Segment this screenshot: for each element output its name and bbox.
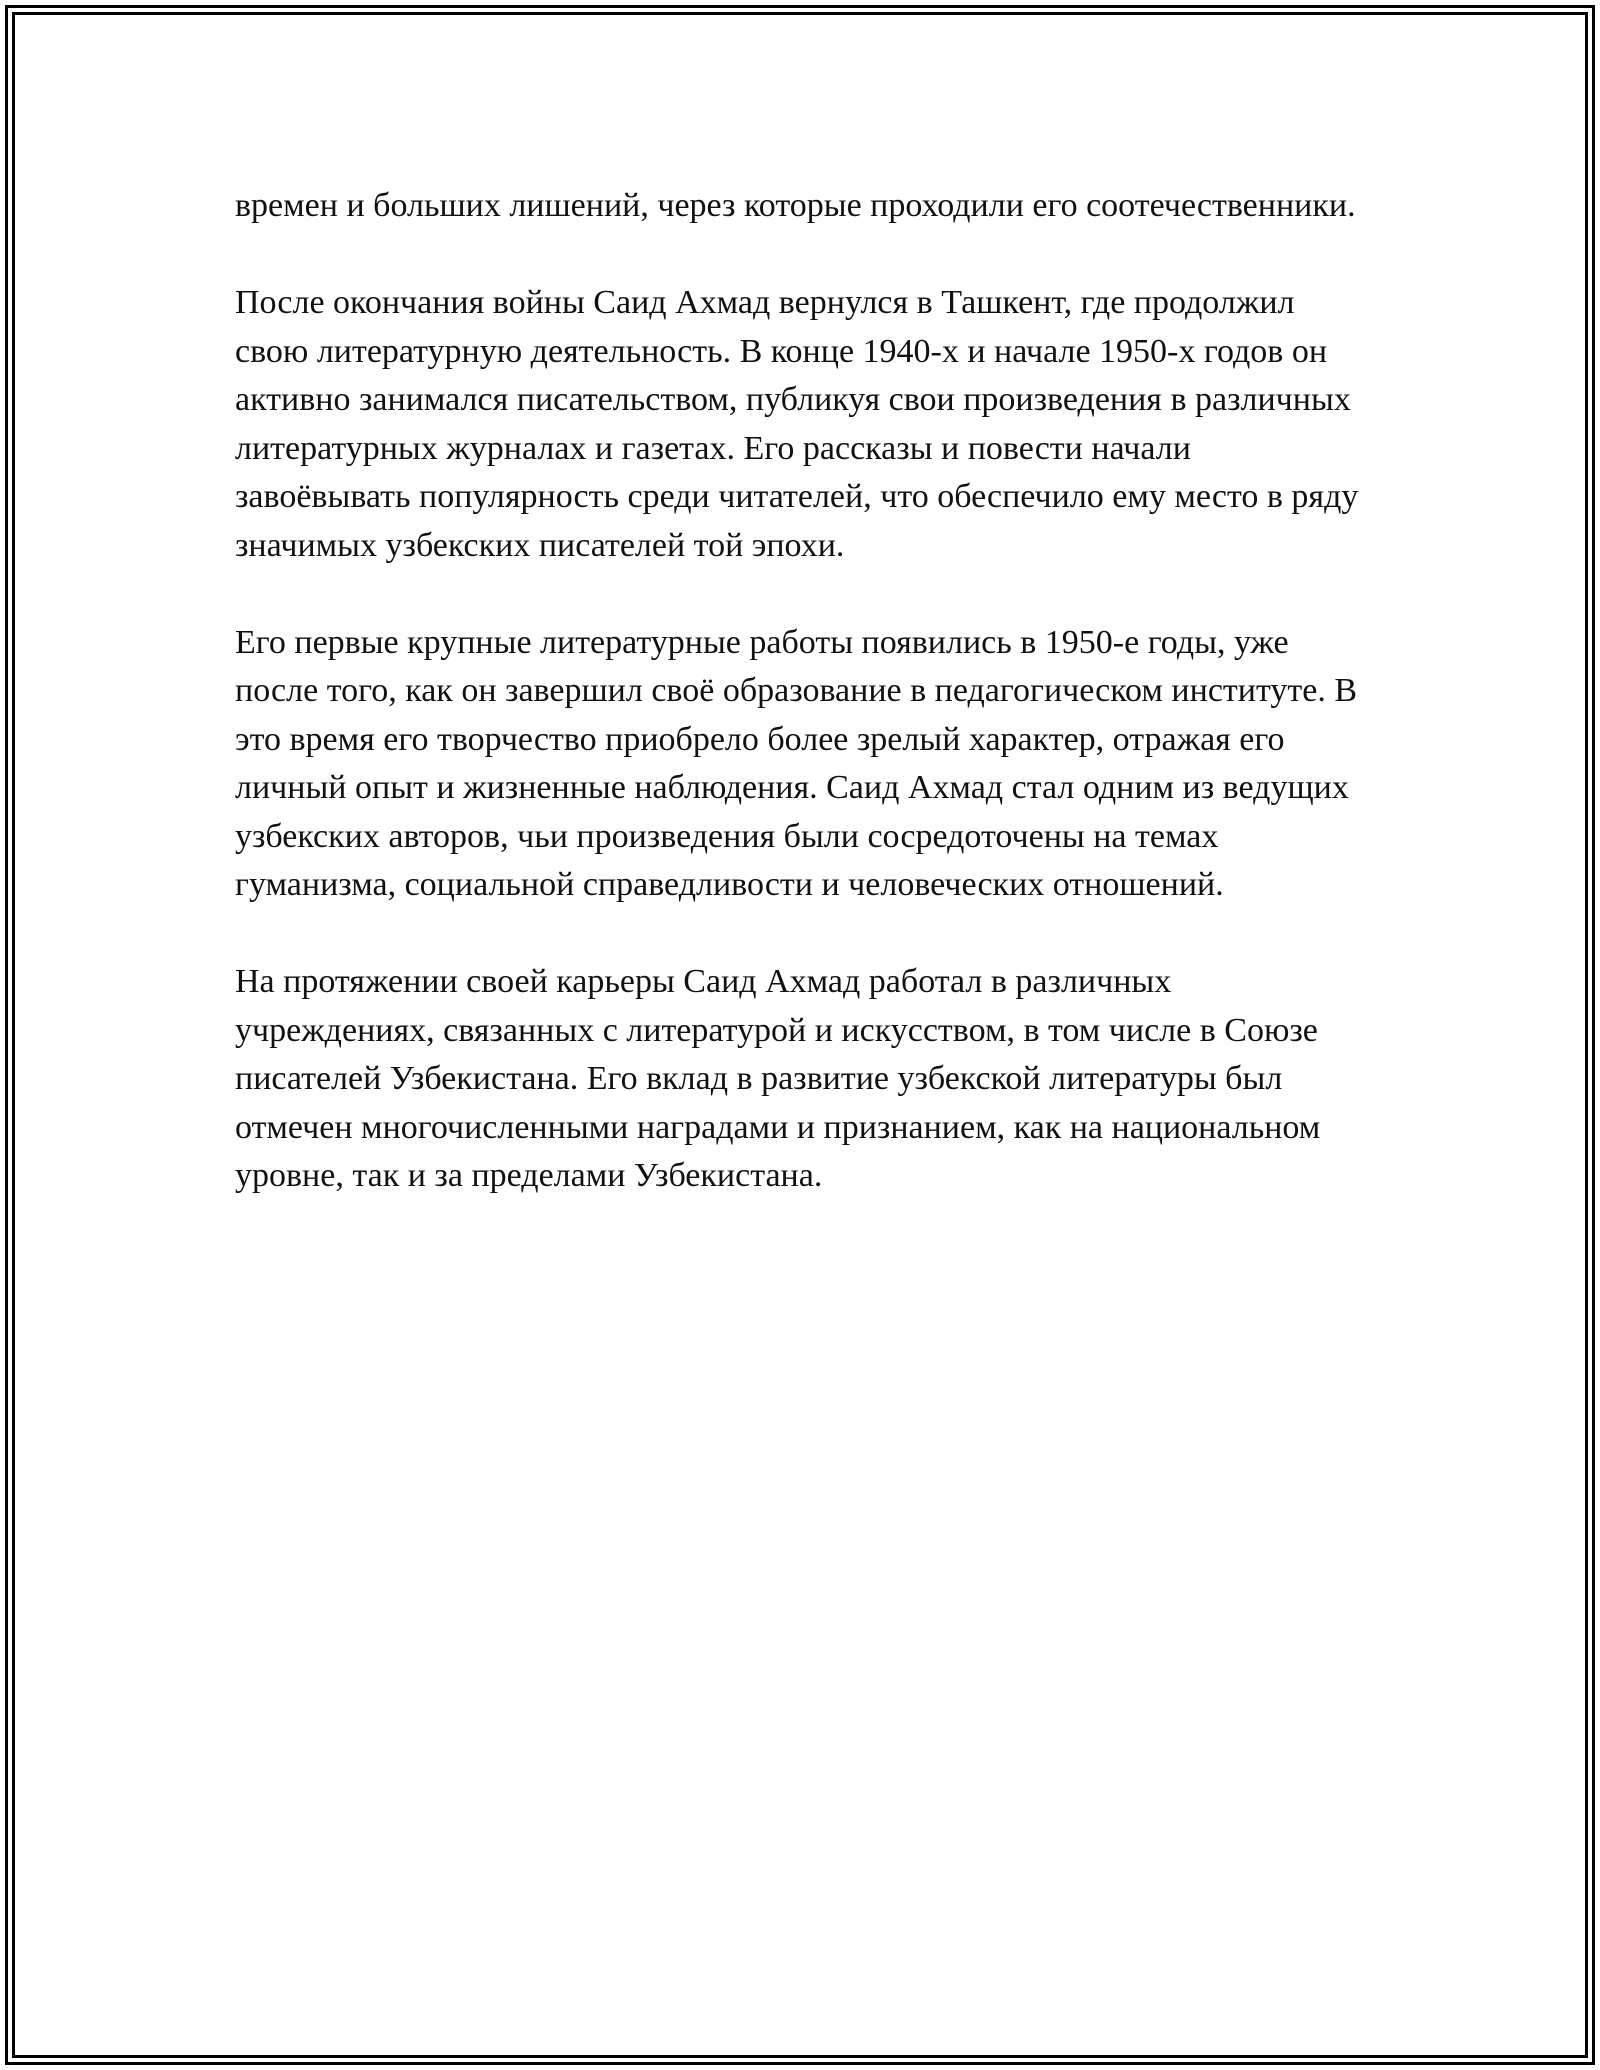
- paragraph-3: Его первые крупные литературные работы появились в 1950-е годы, уже после того, как он завершил своё образование в педагогическом институте. В это время его творчество приобрело более зрелый характер, отражая его личный опыт и жизненные наблюдения. Саид Ахмад стал одним из ведущих узбекских авторов, чьи произведения были сосредоточены на темах гуманизма, социальной справедливости и человеческих отношений.: [235, 623, 1357, 903]
- paragraph-1: времен и больших лишений, через которые проходили его соотечественники.: [235, 187, 1356, 224]
- paragraph-2: После окончания войны Саид Ахмад вернулся в Ташкент, где продолжил свою литературную деятельность. В конце 1940-х и начале 1950-х годов он активно занимался писательством, публикуя свои произведения в различных литературных журналах и газетах. Его рассказы и повести начали завоёвывать популярность среди читателей, что обеспечило ему место в ряду значимых узбекских писателей той эпохи.: [235, 284, 1359, 564]
- document-body: [235, 182, 1365, 1249]
- paragraph-4: На протяжении своей карьеры Саид Ахмад работал в различных учреждениях, связанных с литературой и искусством, в том числе в Союзе писателей Узбекистана. Его вклад в развитие узбекской литературы был отмечен многочисленными наградами и признанием, как на национальном уровне, так и за пределами Узбекистана.: [235, 963, 1321, 1194]
